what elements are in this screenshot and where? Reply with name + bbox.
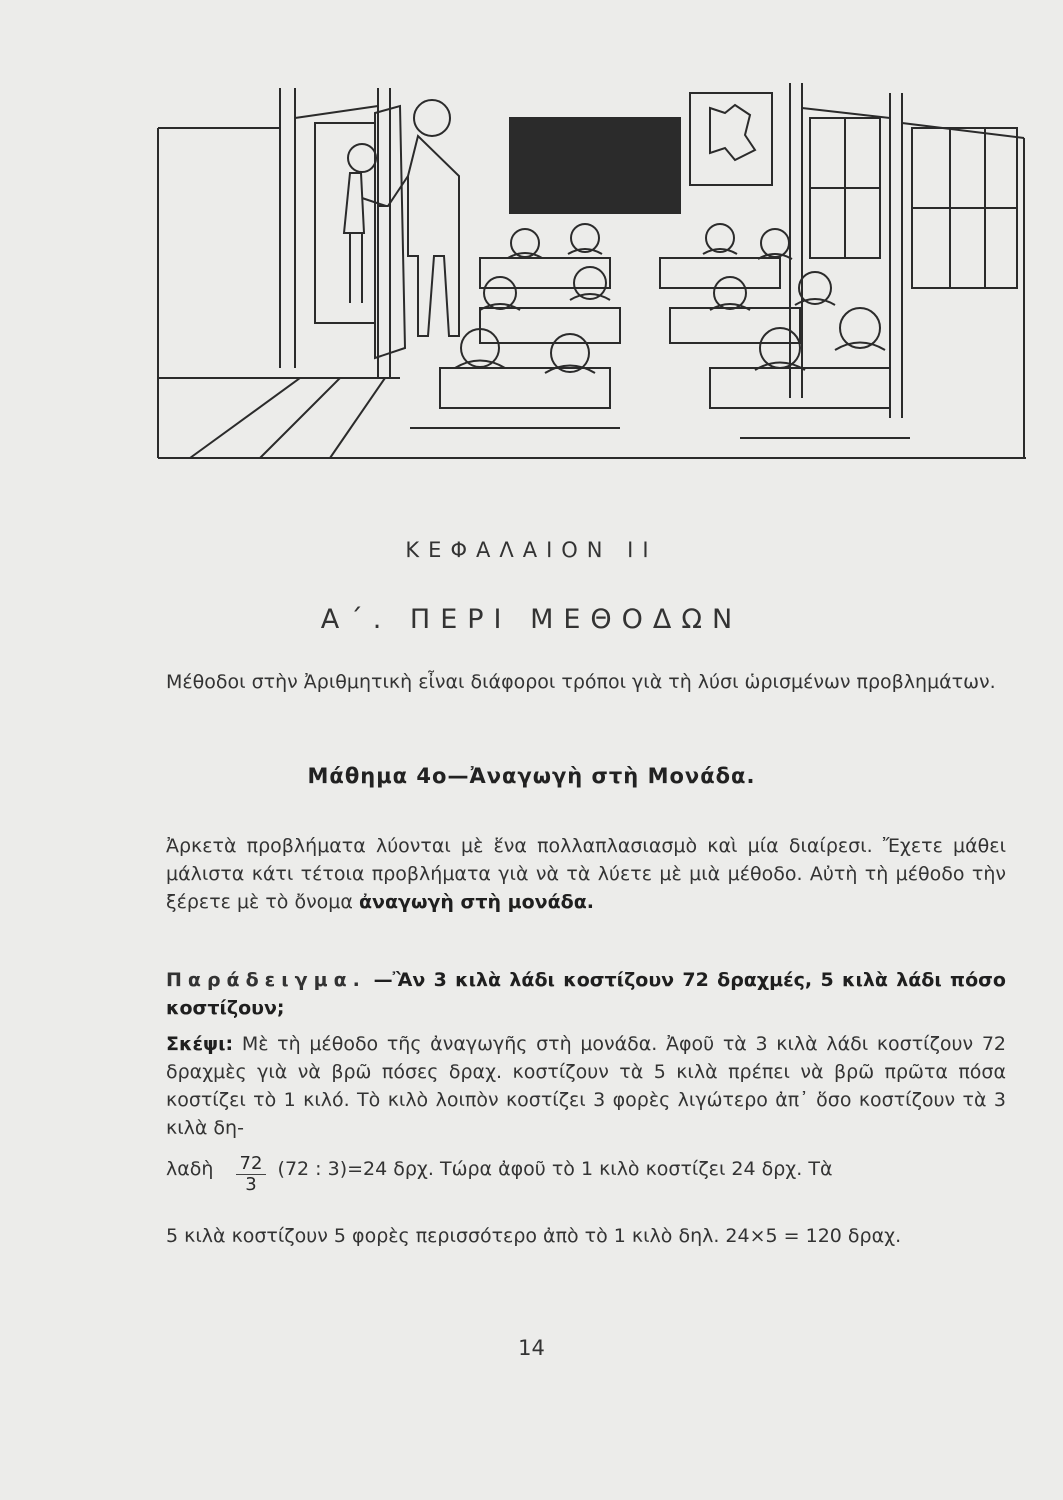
example-question: —Ἂν 3 κιλὰ λάδι κοστίζουν 72 δραχμές, 5 κιλὰ λάδι πόσο κοστίζουν; (166, 969, 1006, 1019)
intro-paragraph: Μέθοδοι στὴν Ἀριθμητικὴ εἶναι διάφοροι τρόποι γιὰ τὴ λύσι ὡρισμένων προβλημάτων. (166, 671, 996, 693)
lesson-paragraph-text: Ἀρκετὰ προβλήματα λύονται μὲ ἕνα πολλαπλασιασμὸ καὶ μία διαίρεσι. Ἔχετε μάθει μάλιστα κάτι τέτοια προβλήματα γιὰ νὰ τὰ λύετε μὲ μιὰ μέθοδο. Αὐτὴ τὴ μέθοδο τὴν ξέρετε μὲ τὸ ὄνομα (166, 835, 1006, 913)
example-paragraph (166, 966, 1006, 1022)
thought-text: Μὲ τὴ μέθοδο τῆς ἀναγωγῆς στὴ μονάδα. Ἀφοῦ τὰ 3 κιλὰ λάδι κοστίζουν 72 δραχμὲς γιὰ νὰ βρῶ πόσες δραχ. κοστίζουν τὰ 5 κιλὰ πρέπει νὰ βρῶ πρῶτα πόσα κοστίζει τὸ 1 κιλό. Τὸ κιλὸ λοιπὸν κοστίζει 3 φορὲς λιγώτερο ἀπ᾽ ὅσο κοστίζουν τὰ 3 κιλὰ δη- (166, 1033, 1006, 1139)
fraction-numerator: 72 (236, 1154, 266, 1175)
chapter-heading: ΚΕΦΑΛΑΙΟΝ ΙΙ (405, 538, 658, 562)
page-number: 14 (518, 1336, 545, 1360)
thought-paragraph (166, 1030, 1006, 1142)
conclusion-paragraph: 5 κιλὰ κοστίζουν 5 φορὲς περισσότερο ἀπὸ τὸ 1 κιλὸ δηλ. 24×5 = 120 δραχ. (166, 1225, 902, 1247)
lesson-paragraph (166, 832, 1006, 916)
section-title: Α΄. ΠΕΡΙ ΜΕΘΟΔΩΝ (320, 604, 743, 635)
thought-label: Σκέψι: (166, 1033, 234, 1055)
method-name: ἀναγωγὴ στὴ μονάδα. (358, 891, 594, 913)
fraction (236, 1154, 266, 1195)
fraction-denominator: 3 (245, 1174, 257, 1195)
fraction-line (166, 1158, 1006, 1180)
fraction-prefix: λαδὴ (166, 1158, 214, 1180)
example-label: Παράδειγμα. (166, 969, 366, 991)
lesson-title: Μάθημα 4ο—Ἀναγωγὴ στὴ Μονάδα. (307, 764, 756, 788)
classroom-illustration (150, 78, 1030, 460)
fraction-rest: (72 : 3)=24 δρχ. Τώρα ἀφοῦ τὸ 1 κιλὸ κοστίζει 24 δρχ. Τὰ (277, 1158, 833, 1180)
